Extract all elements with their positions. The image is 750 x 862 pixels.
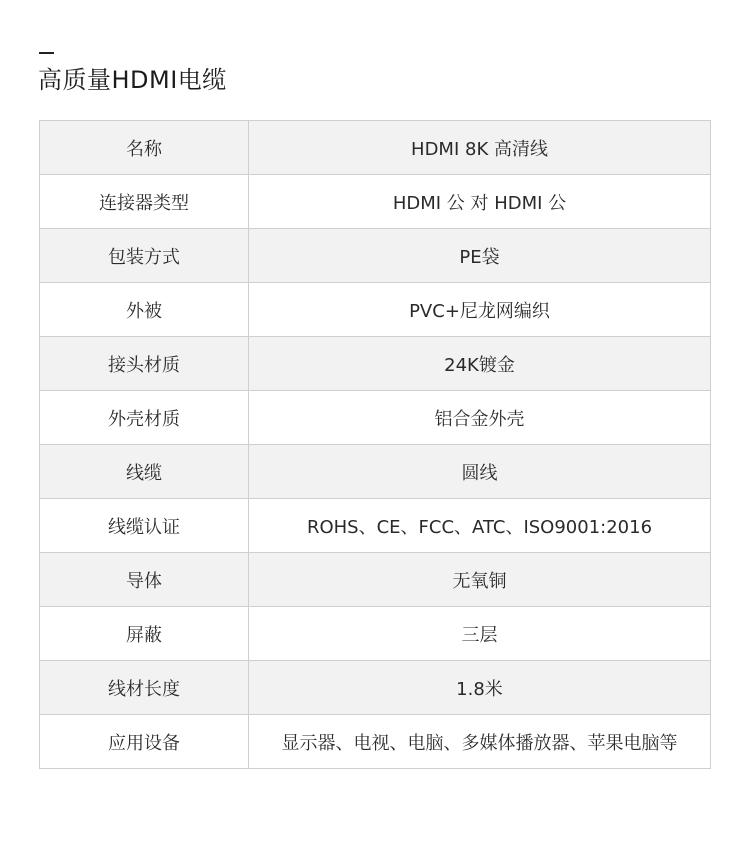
spec-value: 1.8米 xyxy=(249,661,711,715)
spec-value: ROHS、CE、FCC、ATC、ISO9001:2016 xyxy=(249,499,711,553)
table-row xyxy=(40,229,711,283)
table-row xyxy=(40,391,711,445)
spec-value: 24K镀金 xyxy=(249,337,711,391)
spec-value: HDMI 公 对 HDMI 公 xyxy=(249,175,711,229)
table-row xyxy=(40,715,711,769)
spec-label: 线缆认证 xyxy=(40,499,249,553)
spec-value: HDMI 8K 高清线 xyxy=(249,121,711,175)
table-row xyxy=(40,661,711,715)
spec-value: PVC+尼龙网编织 xyxy=(249,283,711,337)
spec-label: 连接器类型 xyxy=(40,175,249,229)
title-accent-dash xyxy=(39,52,54,54)
spec-label: 外被 xyxy=(40,283,249,337)
spec-label: 应用设备 xyxy=(40,715,249,769)
table-row xyxy=(40,121,711,175)
table-row xyxy=(40,553,711,607)
spec-label: 屏蔽 xyxy=(40,607,249,661)
table-row xyxy=(40,445,711,499)
table-row xyxy=(40,499,711,553)
spec-label: 接头材质 xyxy=(40,337,249,391)
table-row xyxy=(40,175,711,229)
spec-table xyxy=(39,120,711,769)
spec-value: 无氧铜 xyxy=(249,553,711,607)
table-row xyxy=(40,283,711,337)
table-row xyxy=(40,337,711,391)
spec-value: 显示器、电视、电脑、多媒体播放器、苹果电脑等 xyxy=(249,715,711,769)
spec-label: 导体 xyxy=(40,553,249,607)
spec-label: 名称 xyxy=(40,121,249,175)
table-row xyxy=(40,607,711,661)
spec-value: PE袋 xyxy=(249,229,711,283)
spec-label: 包装方式 xyxy=(40,229,249,283)
spec-value: 铝合金外壳 xyxy=(249,391,711,445)
spec-label: 线材长度 xyxy=(40,661,249,715)
spec-value: 圆线 xyxy=(249,445,711,499)
spec-value: 三层 xyxy=(249,607,711,661)
spec-label: 线缆 xyxy=(40,445,249,499)
page-title: 高质量HDMI电缆 xyxy=(38,66,227,94)
spec-label: 外壳材质 xyxy=(40,391,249,445)
